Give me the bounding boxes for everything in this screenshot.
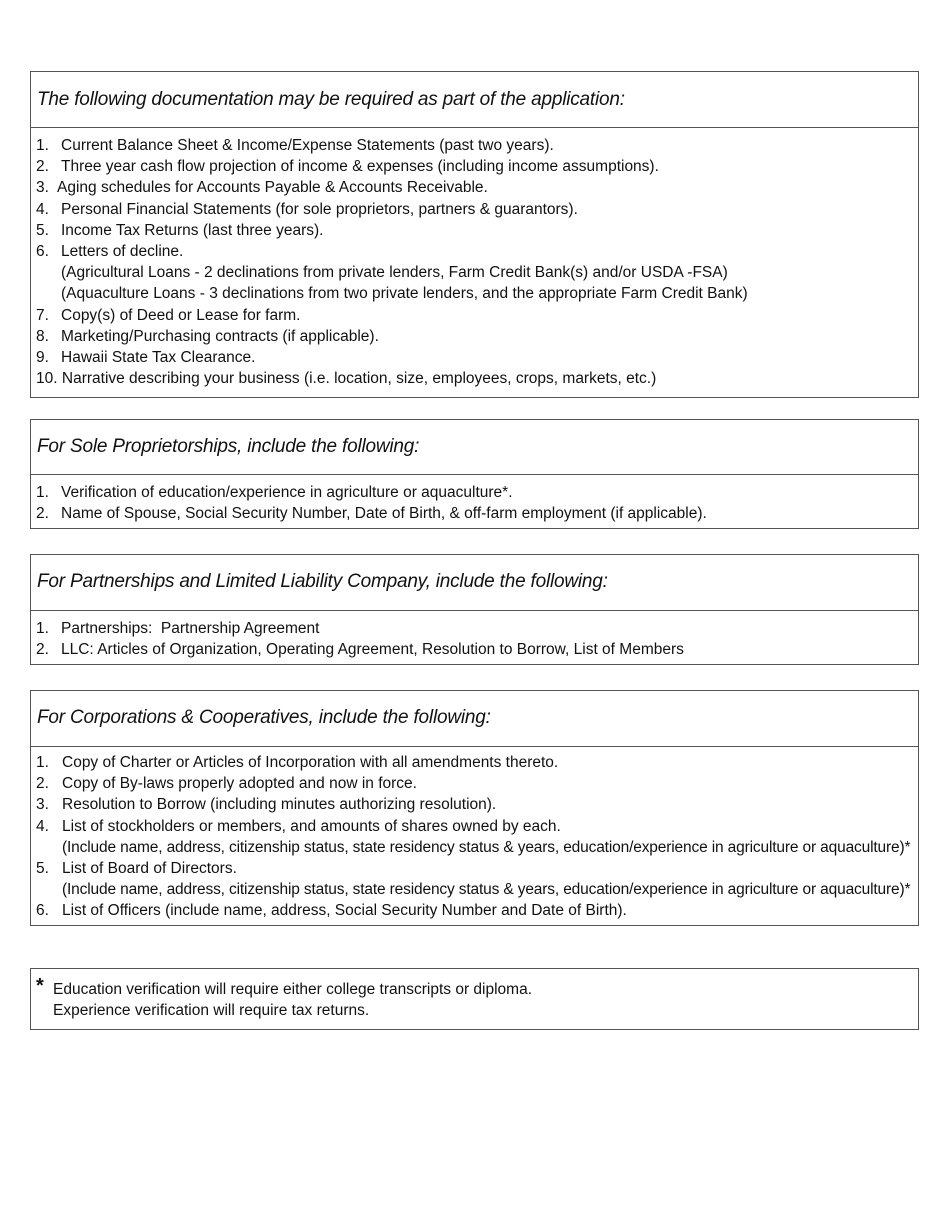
item-number: 10. — [36, 370, 58, 388]
sole-proprietorships-title: For Sole Proprietorships, include the following: — [37, 436, 420, 457]
item-text: Letters of decline. — [61, 242, 184, 260]
list-item — [36, 135, 918, 156]
footnote-line: Education verification will require either college transcripts or diploma. — [53, 981, 533, 998]
list-item — [36, 241, 918, 262]
item-number: 5. — [36, 859, 49, 877]
list-item — [36, 816, 918, 837]
item-number: 2. — [36, 505, 49, 523]
item-text: Copy(s) of Deed or Lease for farm. — [61, 306, 301, 324]
partnerships-title: For Partnerships and Limited Liability Company, include the following: — [37, 571, 608, 592]
item-text: List of Officers (include name, address, Social Security Number and Date of Birth). — [62, 902, 627, 920]
item-number: 1. — [36, 137, 49, 154]
item-number: 7. — [36, 306, 49, 324]
item-text: Marketing/Purchasing contracts (if applicable). — [61, 327, 379, 345]
list-item — [36, 752, 918, 773]
sole-proprietorships-header — [31, 420, 918, 475]
documentation-section — [30, 71, 919, 398]
item-number: 2. — [36, 158, 49, 176]
item-number: 2. — [36, 641, 49, 659]
list-item — [36, 347, 918, 368]
list-item-detail: (Include name, address, citizenship status, state residency status & years, education/experience in agriculture or aquaculture)* — [62, 838, 911, 856]
list-item — [36, 900, 918, 921]
corporations-header — [31, 691, 918, 747]
item-text: Personal Financial Statements (for sole proprietors, partners & guarantors). — [61, 200, 578, 218]
item-text: List of Board of Directors. — [62, 859, 237, 877]
item-number: 2. — [36, 775, 49, 793]
corporations-list — [31, 747, 918, 922]
item-text: Resolution to Borrow (including minutes authorizing resolution). — [62, 796, 497, 814]
list-item — [36, 199, 918, 220]
item-text: Copy of Charter or Articles of Incorporation with all amendments thereto. — [62, 754, 559, 771]
list-item — [36, 773, 918, 794]
item-text: Aging schedules for Accounts Payable & Accounts Receivable. — [57, 179, 488, 197]
item-text: List of stockholders or members, and amounts of shares owned by each. — [62, 817, 561, 835]
sole-proprietorships-list — [31, 475, 918, 524]
list-item-detail: (Aquaculture Loans - 3 declinations from two private lenders, and the appropriate Farm Credit Bank) — [61, 285, 748, 303]
item-number: 4. — [36, 817, 49, 835]
item-number: 3. — [36, 796, 49, 814]
item-number: 6. — [36, 902, 49, 920]
item-number: 5. — [36, 221, 49, 239]
item-number: 1. — [36, 620, 49, 637]
item-number: 8. — [36, 327, 49, 345]
item-text: Verification of education/experience in agriculture or aquaculture*. — [61, 484, 513, 501]
list-item — [36, 794, 918, 815]
list-item — [36, 305, 918, 326]
item-number: 4. — [36, 200, 49, 218]
list-item — [36, 639, 918, 660]
documentation-title: The following documentation may be required as part of the application: — [37, 89, 625, 110]
item-text: LLC: Articles of Organization, Operating Agreement, Resolution to Borrow, List of Members — [61, 641, 684, 659]
item-text: Hawaii State Tax Clearance. — [61, 348, 256, 366]
list-item — [36, 858, 918, 879]
corporations-title: For Corporations & Cooperatives, include the following: — [37, 707, 491, 728]
item-text: Income Tax Returns (last three years). — [61, 221, 324, 239]
item-number: 6. — [36, 242, 49, 260]
list-item — [36, 618, 918, 639]
list-item — [36, 220, 918, 241]
partnerships-list — [31, 611, 918, 660]
list-item — [36, 177, 918, 198]
list-item — [36, 368, 918, 389]
item-text: Current Balance Sheet & Income/Expense Statements (past two years). — [61, 137, 554, 154]
documentation-list — [31, 128, 918, 389]
footnote-line: Experience verification will require tax returns. — [53, 1002, 370, 1020]
item-number: 9. — [36, 348, 49, 366]
footnote-text — [31, 969, 918, 1021]
list-item-detail: (Include name, address, citizenship status, state residency status & years, education/experience in agriculture or aquaculture)* — [62, 881, 911, 899]
partnerships-header — [31, 555, 918, 611]
item-text: Narrative describing your business (i.e. location, size, employees, crops, markets, etc.) — [61, 370, 657, 388]
documentation-header — [31, 72, 918, 128]
sole-proprietorships-section — [30, 419, 919, 529]
list-item — [36, 326, 918, 347]
list-item-detail: (Agricultural Loans - 2 declinations from private lenders, Farm Credit Bank(s) and/or USDA -FSA) — [61, 264, 728, 282]
item-number: 1. — [36, 754, 49, 771]
item-number: 1. — [36, 484, 49, 501]
item-text: Copy of By-laws properly adopted and now in force. — [62, 775, 417, 793]
list-item — [36, 503, 918, 524]
list-item — [36, 482, 918, 503]
corporations-section — [30, 690, 919, 926]
item-number: 3. — [36, 179, 49, 197]
list-item — [36, 156, 918, 177]
item-text: Name of Spouse, Social Security Number, Date of Birth, & off-farm employment (if applicable). — [61, 505, 707, 523]
footnote-section — [30, 968, 919, 1030]
item-text: Partnerships: Partnership Agreement — [61, 620, 320, 637]
item-text: Three year cash flow projection of income & expenses (including income assumptions). — [61, 158, 659, 176]
footnote-marker: * — [36, 975, 44, 997]
partnerships-section — [30, 554, 919, 665]
